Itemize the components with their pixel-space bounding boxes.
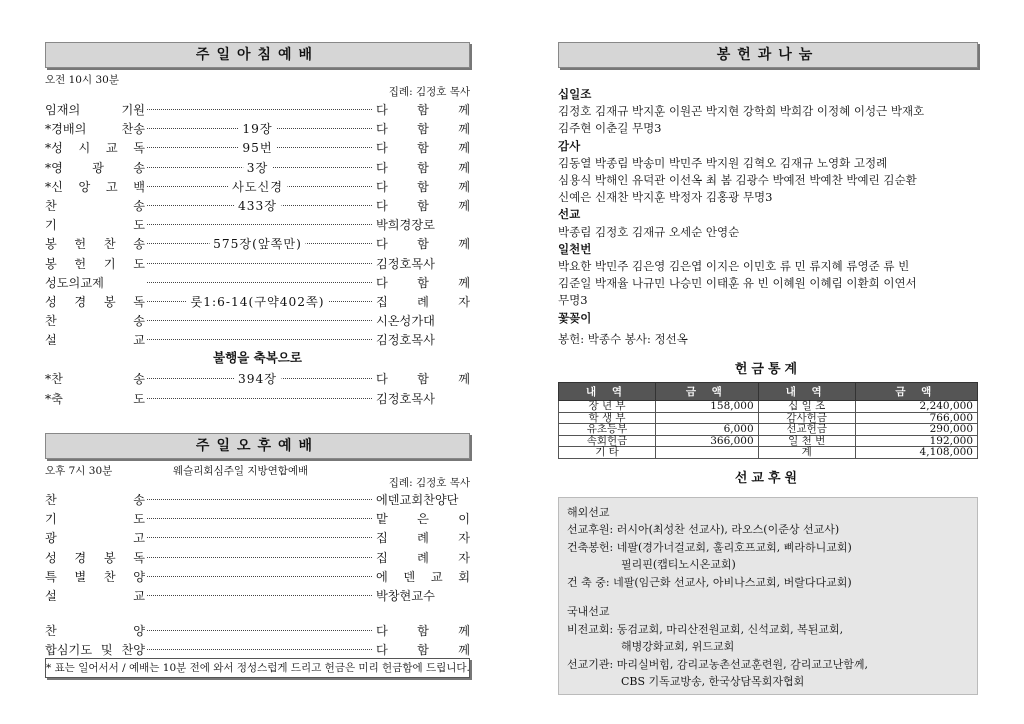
morning-order [45,99,470,348]
stats-header: 내 역 [559,383,656,401]
overseas-heading: 해외선교 [567,505,610,519]
order-label: 찬 송 [45,314,145,329]
morning-presider: 집례: 김정호 목사 [388,86,470,98]
afternoon-note: 웨슬리회심주일 지방연합예배 [173,465,309,477]
order-row [45,214,470,233]
leader-dots [147,499,372,500]
stats-category: 십 일 조 [758,401,855,413]
afternoon-meta [45,463,470,489]
order-leader: 맡 은 이 [376,512,470,527]
table-row [559,412,978,424]
order-label: *영 광 송 [45,160,145,175]
leader-dots [147,557,372,558]
leader-dots [147,595,372,596]
stats-amount: 2,240,000 [855,401,977,413]
stats-category: 속회헌금 [559,435,656,447]
domestic-line: 선교기관: 마리실버힘, 감리교농촌선교훈련원, 감리교고난함께, [567,657,868,671]
order-row [45,585,470,604]
leader-dots [147,630,372,631]
order-row [45,639,470,658]
order-leader: 다 함 께 [376,624,470,639]
order-leader: 다 함 께 [376,372,470,387]
order-row [45,118,470,137]
order-leader: 집 례 자 [376,550,470,565]
order-label: 설 교 [45,333,145,348]
order-leader: 다 함 께 [376,141,470,156]
stats-amount: 158,000 [656,401,759,413]
order-row [45,508,470,527]
leader-dots [147,320,372,321]
order-leader: 다 함 께 [376,160,470,175]
order-detail: 3장 [243,159,273,176]
order-label: *성 시 교 독 [45,141,145,156]
order-leader: 다 함 께 [376,237,470,252]
order-detail: 룻1:6-14(구약402쪽) [186,293,328,310]
order-row [45,310,470,329]
order-row [45,157,470,176]
order-detail: 사도신경 [228,178,287,195]
order-leader: 에덴교회찬양단 [376,493,459,507]
stats-amount: 366,000 [656,435,759,447]
order-leader: 박희경장로 [376,218,435,233]
domestic-heading: 국내선교 [567,605,610,619]
table-row [559,401,978,413]
offering-names: 신예은 신재찬 박지훈 박정자 김홍광 무명3 [558,190,773,205]
order-label: 성 경 봉 독 [45,294,145,309]
order-detail: 433장 [234,197,281,214]
order-label: *신 앙 고 백 [45,179,145,194]
order-leader: 다 함 께 [376,198,470,213]
order-row [45,489,470,508]
stats-category: 학 생 부 [559,412,656,424]
offering-names: 김준일 박재율 나규민 나승민 이태훈 유 빈 이혜원 이혜림 이환희 이연서 [558,276,917,291]
stats-header: 내 역 [758,383,855,401]
stats-header: 금 액 [656,383,759,401]
order-row [45,547,470,566]
order-label: 기 도 [45,218,145,233]
leader-dots [147,224,372,225]
stats-category: 장 년 부 [559,401,656,413]
morning-meta [45,72,470,98]
offering-names: 박종림 김정호 김재규 오세순 안영순 [558,224,740,239]
offering-heading: 감사 [558,138,581,153]
order-label: 성 경 봉 독 [45,550,145,565]
order-row [45,566,470,585]
order-label: 설 교 [45,588,145,603]
domestic-line: CBS 기독교방송, 한국상담목회자협회 [621,675,805,689]
order-row [45,272,470,291]
leader-dots [147,398,372,399]
offering-names: 박요한 박민주 김은영 김은엽 이지은 이민호 류 민 류지혜 류영준 류 빈 [558,259,910,274]
stats-amount [656,447,759,459]
order-label: 찬 송 [45,198,145,213]
stats-amount: 766,000 [855,412,977,424]
stats-category: 계 [758,447,855,459]
order-leader: 다 함 께 [376,643,470,658]
offering-names: 심용식 박해인 유덕관 이선옥 최 봄 김광수 박예전 박예찬 박예린 김순환 [558,173,917,188]
mission-title: 선교후원 [734,470,802,486]
order-label: 성도의교제 [45,275,104,290]
order-row [45,329,470,348]
order-label: 봉 헌 기 도 [45,256,145,271]
stats-category: 일 천 번 [758,435,855,447]
order-label: *경배의 찬송 [45,122,145,137]
stats-amount: 4,108,000 [855,447,977,459]
stats-amount: 6,000 [656,424,759,436]
order-leader: 다 함 께 [376,179,470,194]
order-leader: 박창현교수 [376,588,435,603]
mission-box [558,497,978,695]
offering-heading: 꽃꽂이 [558,310,592,325]
stats-category: 선교헌금 [758,424,855,436]
offering-heading: 선교 [558,207,581,222]
order-detail: 95번 [238,139,276,156]
offering-staff: 봉헌: 박종수 봉사: 정선옥 [558,331,688,346]
offering-title: 봉헌과나눔 [558,42,978,68]
order-leader: 시온성가대 [376,314,435,329]
order-detail: 19장 [238,120,276,137]
order-label: 특 별 찬 양 [45,569,145,584]
morning-order-closing [45,368,470,406]
order-row [45,176,470,195]
leader-dots [147,576,372,577]
stats-amount: 192,000 [855,435,977,447]
stats-header: 금 액 [855,383,977,401]
order-label: *축 도 [45,391,145,406]
stats-amount: 290,000 [855,424,977,436]
order-detail: 394장 [234,370,281,387]
order-row [45,291,470,310]
order-leader: 집 례 자 [376,531,470,546]
offering-names: 김정호 김재규 박지훈 이원곤 박지현 강학희 박희감 이정혜 이성근 박재호 [558,104,925,119]
leader-dots [147,282,372,283]
order-leader: 김정호목사 [376,256,435,271]
leader-dots [147,263,372,264]
stats-category: 기 타 [559,447,656,459]
order-label: 기 도 [45,512,145,527]
overseas-line: 건 축 중: 네팔(임근화 선교사, 아비나스교회, 버랄다다교회) [567,575,852,589]
order-label: *찬 송 [45,372,145,387]
sermon-title: 불행을 축복으로 [213,350,302,366]
leader-dots [147,649,372,650]
overseas-line: 필리핀(캡티노시온교회) [621,558,736,572]
leader-dots [147,109,372,110]
order-row [45,368,470,387]
order-row [45,253,470,272]
morning-title: 주일아침예배 [45,42,470,68]
order-row [45,99,470,118]
afternoon-time: 오후 7시 30분 [45,465,113,477]
offering-names: 김주현 이춘길 무명3 [558,121,662,136]
order-leader: 김정호목사 [376,333,435,348]
footnote: * 표는 일어서서 / 예배는 10분 전에 와서 정성스럽게 드리고 헌금은 미리 헌금함에 드립니다. [45,658,470,678]
offering-heading: 십일조 [558,87,592,101]
table-row [559,424,978,436]
order-leader: 다 함 께 [376,275,470,290]
stats-category: 감사헌금 [758,412,855,424]
overseas-line: 선교후원: 러시아(최성찬 선교사), 라오스(이준상 선교사) [567,523,840,537]
afternoon-order-closing [45,620,470,658]
table-row [559,435,978,447]
order-label: 봉 헌 찬 송 [45,237,145,252]
offering-stats-table [558,382,978,459]
offering-names: 김동열 박종림 박송미 박민주 박지원 김혁오 김재규 노영화 고정례 [558,155,888,170]
order-label: 찬 송 [45,493,145,507]
order-leader: 집 례 자 [376,294,470,309]
offering-heading: 일천번 [558,241,592,256]
stats-title: 헌금통계 [734,362,802,378]
order-label: 찬 양 [45,624,145,639]
order-leader: 에 덴 교 회 [376,569,470,584]
domestic-line: 비전교회: 동검교회, 마리산전원교회, 신석교회, 복된교회, [567,622,844,636]
afternoon-presider: 집례: 김정호 목사 [388,477,470,489]
offering-names: 무명3 [558,293,588,308]
order-leader: 다 함 께 [376,103,470,117]
stats-category: 유초등부 [559,424,656,436]
afternoon-title: 주일오후예배 [45,433,470,459]
order-label: 광 고 [45,531,145,546]
order-leader: 다 함 께 [376,122,470,137]
table-row [559,447,978,459]
leader-dots [147,339,372,340]
order-row [45,137,470,156]
domestic-line: 해병강화교회, 위드교회 [621,640,735,654]
order-row [45,620,470,639]
order-row [45,195,470,214]
offering-list [558,86,978,327]
right-column [558,42,978,695]
leader-dots [147,537,372,538]
order-row [45,233,470,252]
overseas-line: 건축봉헌: 네팔(경가너걸교회, 훌리호프교회, 삐라하니교회) [567,540,852,554]
afternoon-order [45,489,470,604]
order-label: 임재의 기원 [45,103,145,117]
stats-amount [656,412,759,424]
left-column [45,42,470,674]
order-row [45,388,470,407]
leader-dots [147,518,372,519]
order-leader: 김정호목사 [376,391,435,406]
order-detail: 575장(앞쪽만) [209,235,306,252]
order-row [45,527,470,546]
morning-time: 오전 10시 30분 [45,74,119,86]
order-label: 합심기도 및 찬양 [45,643,145,658]
